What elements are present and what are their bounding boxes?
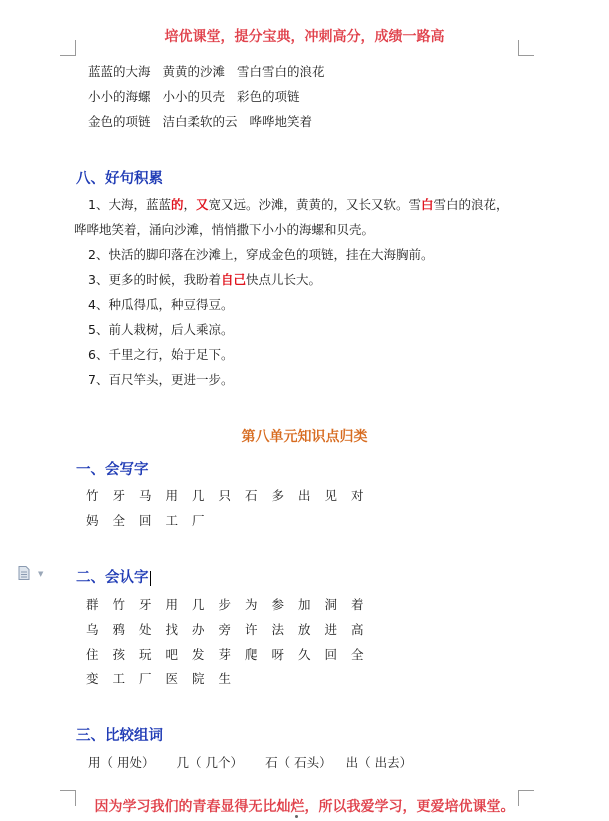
writing-characters-row: 妈 全 回 工 厂 — [86, 513, 205, 528]
recognizing-characters-row: 住 孩 玩 吧 发 芽 爬 呀 久 回 全 — [86, 647, 364, 662]
phrase-row: 蓝蓝的大海 黄黄的沙滩 雪白雪白的浪花 — [88, 64, 325, 79]
section-heading-compare-words: 三、比较组词 — [76, 728, 163, 744]
section-heading-writing-characters: 一、会写字 — [76, 462, 149, 478]
recognizing-characters-row: 群 竹 牙 用 几 步 为 参 加 洞 着 — [86, 597, 364, 612]
recognizing-characters-row: 变 工 厂 医 院 生 — [86, 671, 232, 686]
crop-mark-top-left-h — [60, 55, 76, 56]
section-heading-recognizing-characters: 二、会认字 — [76, 570, 149, 586]
sentence-4: 4、种瓜得瓜，种豆得豆。 — [88, 297, 234, 312]
page-footer: 因为学习我们的青春显得无比灿烂，所以我爱学习，更爱培优课堂。 — [94, 799, 515, 815]
sentence-7: 7、百尺竿头，更进一步。 — [88, 372, 234, 387]
compare-words-row: 用（ 用处） 几（ 几个） 石（ 石头） 出（ 出去） — [88, 755, 413, 770]
recognizing-characters-row: 乌 鸦 处 找 办 旁 许 法 放 进 高 — [86, 622, 364, 637]
document-icon[interactable] — [18, 566, 30, 580]
chevron-down-icon[interactable]: ▼ — [38, 570, 44, 578]
sentence-6: 6、千里之行，始于足下。 — [88, 347, 234, 362]
section-heading-good-sentences: 八、好句积累 — [76, 171, 163, 187]
crop-mark-top-right-h — [518, 55, 534, 56]
sentence-5: 5、前人栽树，后人乘凉。 — [88, 322, 234, 337]
sentence-3: 3、更多的时候，我盼着自己快点儿长大。 — [88, 272, 321, 287]
sentence-1: 1、大海，蓝蓝的，又宽又远。沙滩，黄黄的，又长又软。雪白雪白的浪花， — [88, 197, 509, 212]
writing-characters-row: 竹 牙 马 用 几 只 石 多 出 见 对 — [86, 488, 364, 503]
unit-title: 第八单元知识点归类 — [241, 429, 368, 445]
crop-mark-bottom-left-h — [60, 790, 76, 791]
sentence-1-continued: 哗哗地笑着，涌向沙滩，悄悄撒下小小的海螺和贝壳。 — [74, 222, 375, 237]
phrase-row: 小小的海螺 小小的贝壳 彩色的项链 — [88, 89, 300, 104]
text-cursor — [150, 571, 151, 586]
phrase-row: 金色的项链 洁白柔软的云 哗哗地笑着 — [88, 114, 313, 129]
sentence-2: 2、快活的脚印落在沙滩上，穿成金色的项链，挂在大海胸前。 — [88, 247, 434, 262]
crop-mark-bottom-right-h — [518, 790, 534, 791]
page-header: 培优课堂，提分宝典，冲刺高分，成绩一路高 — [164, 29, 445, 45]
